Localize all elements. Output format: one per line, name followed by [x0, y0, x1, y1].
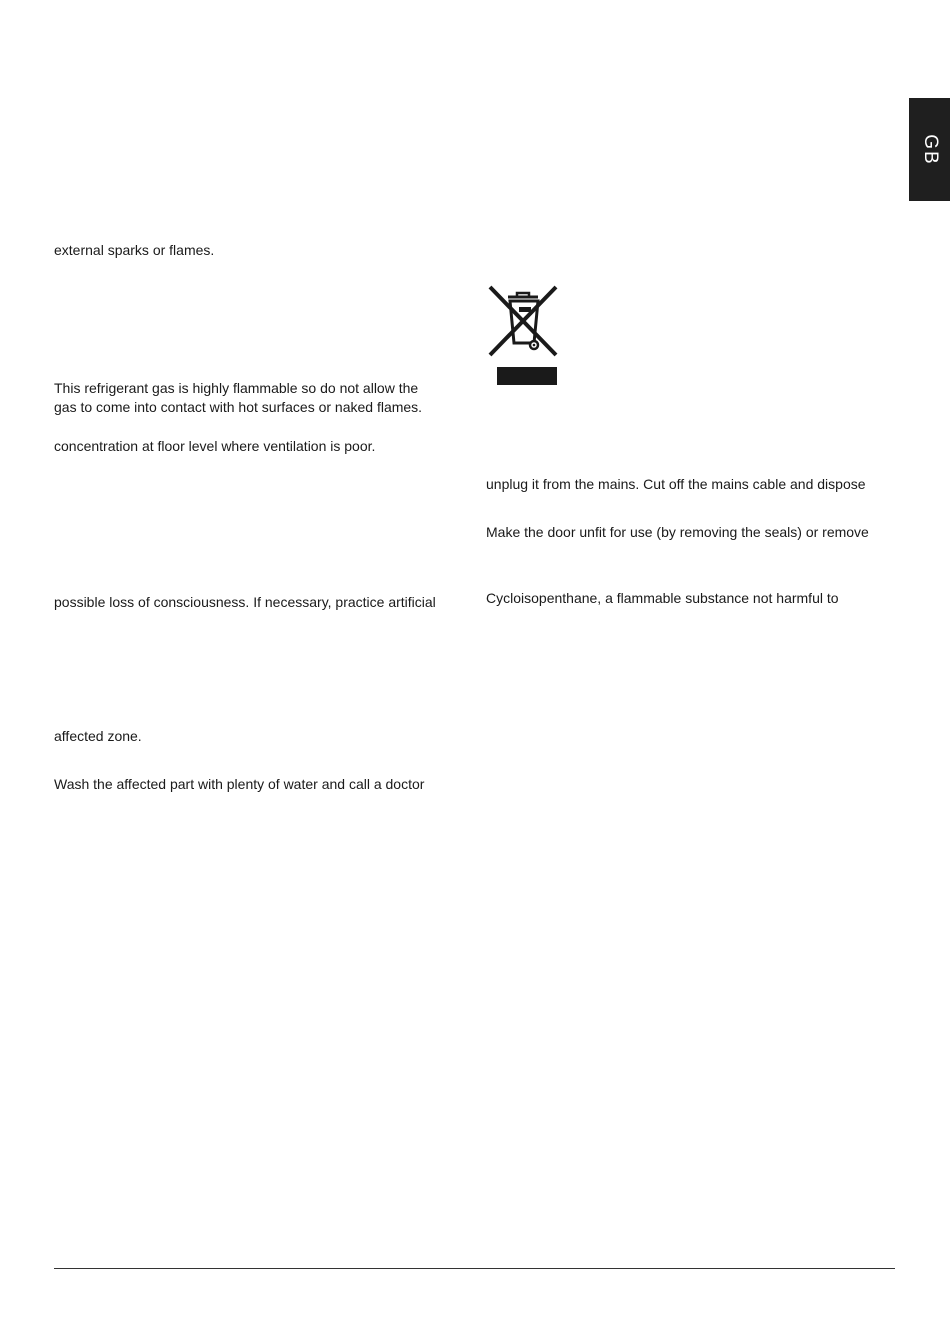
- left-text-line: gas to come into contact with hot surfaces or naked flames.: [54, 399, 423, 415]
- language-tab-label: GB: [919, 133, 941, 166]
- left-text-line: This refrigerant gas is highly flammable so do not allow the: [54, 380, 419, 396]
- left-text-line: affected zone.: [54, 728, 142, 744]
- left-text-line: Wash the affected part with plenty of water and call a doctor: [54, 776, 425, 792]
- right-text-line: Make the door unfit for use (by removing the seals) or remove: [486, 524, 869, 540]
- right-text-line: Cycloisopenthane, a flammable substance not harmful to: [486, 590, 839, 606]
- left-text-line: external sparks or flames.: [54, 242, 215, 258]
- footer-rule: [54, 1268, 895, 1269]
- crossed-out-wheelie-bin-icon: [484, 283, 562, 387]
- left-text-line: concentration at floor level where ventilation is poor.: [54, 438, 376, 454]
- right-text-line: unplug it from the mains. Cut off the mains cable and dispose: [486, 476, 866, 492]
- language-tab: [909, 98, 950, 201]
- left-text-line: possible loss of consciousness. If necessary, practice artificial: [54, 594, 436, 610]
